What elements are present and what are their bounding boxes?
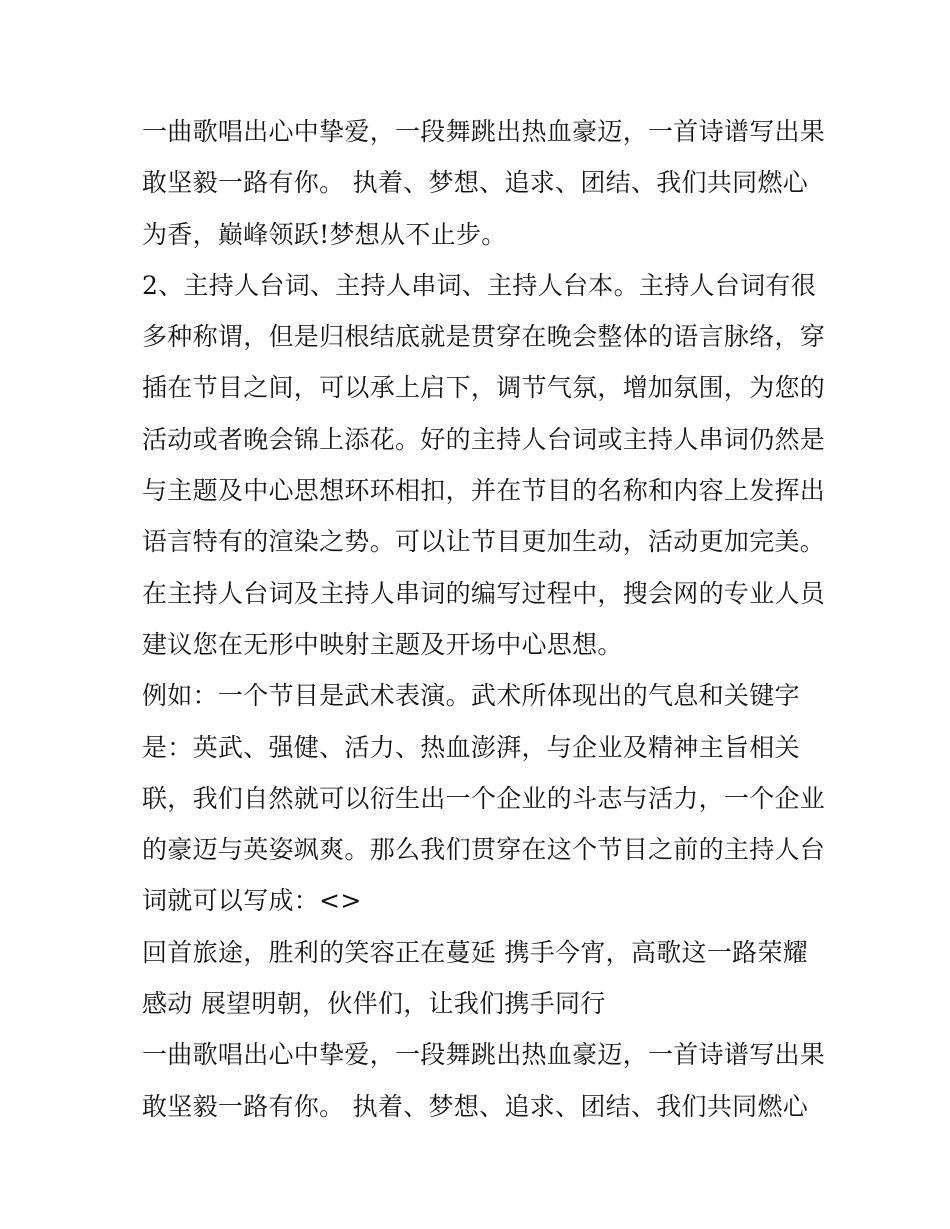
text-line: 敢坚毅一路有你。 执着、梦想、追求、团结、我们共同燃心: [142, 1091, 809, 1121]
text-line: 与主题及中心思想环环相扣，并在节目的名称和内容上发挥出: [142, 476, 826, 506]
text-line: 联，我们自然就可以衍生出一个企业的斗志与活力，一个企业: [142, 783, 826, 813]
text-line: 的豪迈与英姿飒爽。那么我们贯穿在这个节目之前的主持人台: [142, 835, 826, 865]
text-line: 建议您在无形中映射主题及开场中心思想。: [142, 629, 623, 659]
text-line: 语言特有的渲染之势。可以让节目更加生动，活动更加完美。: [142, 527, 826, 557]
document-body: [142, 106, 826, 1132]
text-line: 回首旅途，胜利的笑容正在蔓延 携手今宵，高歌这一路荣耀: [142, 937, 809, 967]
text-line: 一曲歌唱出心中挚爱，一段舞跳出热血豪迈，一首诗谱写出果: [142, 1040, 826, 1070]
text-line: 在主持人台词及主持人串词的编写过程中，搜会网的专业人员: [142, 578, 826, 608]
text-line: 感动 展望明朝，伙伴们，让我们携手同行: [142, 989, 606, 1019]
text-line: 一曲歌唱出心中挚爱，一段舞跳出热血豪迈，一首诗谱写出果: [142, 117, 826, 146]
text-line: 插在节目之间，可以承上启下，调节气氛，增加氛围，为您的: [142, 373, 826, 403]
text-line: 词就可以写成：<>: [142, 886, 362, 916]
text-line: 为香，巅峰领跃!梦想从不止步。: [142, 219, 507, 249]
text-line: 例如：一个节目是武术表演。武术所体现出的气息和关键字: [142, 681, 800, 711]
text-line: 2、主持人台词、主持人串词、主持人台本。主持人台词有很: [142, 270, 817, 300]
text-line: 活动或者晚会锦上添花。好的主持人台词或主持人串词仍然是: [142, 424, 826, 454]
text-line: 多种称谓，但是归根结底就是贯穿在晚会整体的语言脉络，穿: [142, 322, 826, 352]
text-line: 是：英武、强健、活力、热血澎湃，与企业及精神主旨相关: [142, 732, 800, 762]
text-line: 敢坚毅一路有你。 执着、梦想、追求、团结、我们共同燃心: [142, 168, 809, 198]
